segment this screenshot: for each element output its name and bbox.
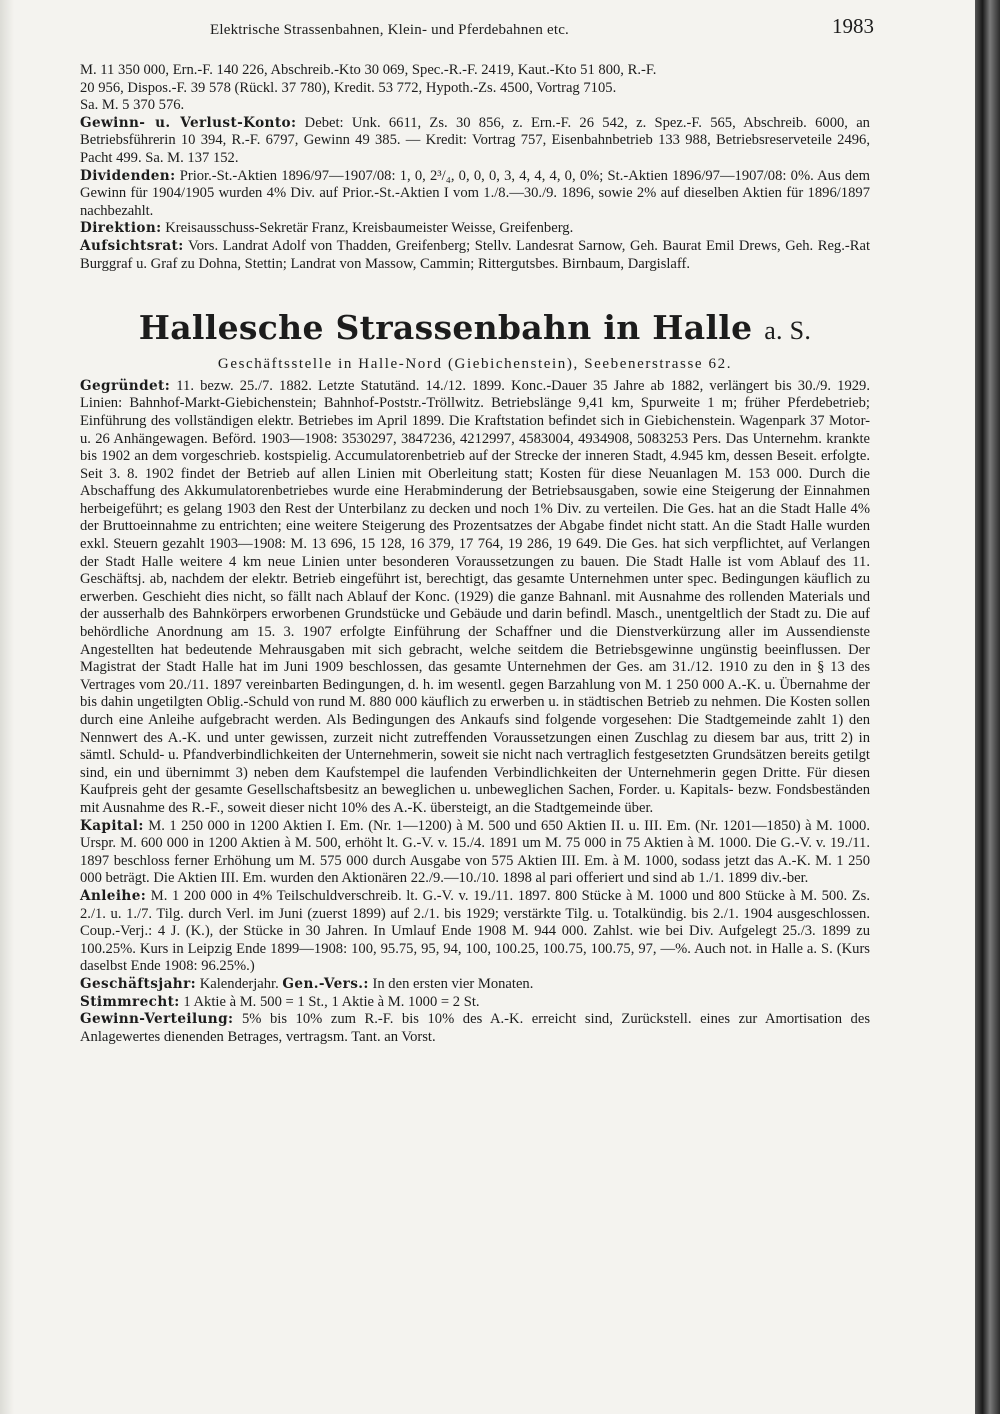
- page-gutter-shadow: [0, 0, 14, 1414]
- entry-headline: [80, 309, 870, 350]
- fiscal-year-paragraph: [80, 976, 870, 994]
- prev-profit-loss-paragraph: [80, 115, 870, 168]
- founded-paragraph: [80, 378, 870, 818]
- entry-office-address: Geschäftsstelle in Halle-Nord (Giebichenstein), Seebenerstrasse 62.: [217, 356, 733, 373]
- aufsichtsrat-text: Vors. Landrat Adolf von Thadden, Greifenberg; Stellv. Landesrat Sarnow, Geh. Baurat Emil Drews, Geh. Reg.-Rat Burggraf u. Graf zu Dohna, Stettin; Landrat von Massow, Cammin; Rittergutsbes. Birnbaum, Dargislaff.: [80, 237, 871, 272]
- loan-label: Anleihe:: [80, 887, 147, 904]
- capital-text: M. 1 250 000 in 1200 Aktien I. Em. (Nr. 1—1200) à M. 500 und 650 Aktien II. u. III. Em. (Nr. 1201—1850) à M. 1000. Urspr. M. 600 000 in 1200 Aktien à M. 500, erhöht lt. G.-V. v. 15./4. 1891 um M. 75 000 in 75 Aktien à M. 1000. Die G.-V. v. 19./11. 1897 beschloss ferner Erhöhung um M. 575 000 durch Ausgabe von 575 Aktien III. Em. à M. 1000, sodass jetzt das A.-K. M. 1 250 000 beträgt. Die Aktien III. Em. wurden den Aktionären 22./9.—10./10. 1898 al pari offeriert und sind ab 1./1. 1899 div.-ber.: [80, 817, 870, 887]
- page-content: [80, 14, 874, 1046]
- capital-paragraph: [80, 818, 870, 888]
- prev-dividends-paragraph: [80, 168, 870, 221]
- direktion-label: Direktion:: [80, 220, 162, 237]
- profit-distribution-paragraph: [80, 1011, 870, 1046]
- general-meeting-label: Gen.-Vers.:: [282, 975, 369, 992]
- loan-text: M. 1 200 000 in 4% Teilschuldverschreib. lt. G.-V. v. 19./11. 1897. 800 Stücke à M. 1000 und 800 Stücke à M. 500. Zs. 2./1. u. 1./7. Tilg. durch Verl. im Juni (zuerst 1899) auf 2./1. bis 1929; verstärkte Tilg. u. Totalkündig. bis 2./1. 1904 ausgeschlossen. Coup.-Verj.: 4 J. (K.), der Stücke in 30 Jahren. In Umlauf Ende 1908 M. 944 000. Zahlst. wie bei Div. Aufgelegt 25./3. 1899 zu 100.25%. Kurs in Leipzig Ende 1899—1908: 100, 95.75, 95, 94, 100, 100.25, 100.75, 100.75, 97, —%. Auch not. in Halle a. S. (Kurs daselbst Ende 1908: 96.25%.): [80, 887, 870, 975]
- entry-title-suffix: a. S.: [764, 316, 812, 346]
- previous-entry: [80, 62, 870, 273]
- fiscal-year-text: Kalenderjahr.: [199, 975, 279, 992]
- entry-body: [80, 378, 870, 1047]
- general-meeting-text: In den ersten vier Monaten.: [372, 975, 534, 992]
- prev-balance-line-3: Sa. M. 5 370 576.: [80, 97, 185, 114]
- voting-rights-label: Stimmrecht:: [80, 993, 180, 1010]
- page-binding-edge: [975, 0, 1000, 1414]
- dividends-label: Dividenden:: [80, 167, 176, 184]
- loan-paragraph: [80, 888, 870, 976]
- profit-distribution-text: 5% bis 10% zum R.-F. bis 10% des A.-K. erreicht sind, Zurückstell. eines zur Amortisation des Anlagewertes dienenden Betrages, vertragsm. Tant. an Vorst.: [80, 1011, 870, 1045]
- prev-balance-line-2: 20 956, Dispos.-F. 39 578 (Rückl. 37 780), Kredit. 53 772, Hypoth.-Zs. 4500, Vortrag 7105.: [80, 79, 617, 96]
- prev-direktion-paragraph: [80, 220, 870, 238]
- running-header-title: Elektrische Strassenbahnen, Klein- und Pferdebahnen etc.: [210, 22, 569, 38]
- founded-text: 11. bezw. 25./7. 1882. Letzte Statutänd. 14./12. 1899. Konc.-Dauer 35 Jahre ab 1882, verlängert bis 30./9. 1929. Linien: Bahnhof-Markt-Giebichenstein; Bahnhof-Poststr.-Tröllwitz. Betriebslänge 9,41 km, Spurweite 1 m; früher Pferdebetrieb; Einführung des vollständigen elektr. Betriebes im April 1899. Die Kraftstation befindet sich in Giebichenstein. Wagenpark 37 Motor- u. 26 Anhängewagen. Beförd. 1903—1908: 3530297, 3847236, 4212997, 4583004, 4934908, 5083253 Pers. Das Unternehm. krankte bis 1902 an dem vorgeschrieb. kostspielig. Accumulatorenbetrieb auf der Strecke der inneren Stadt, 4.945 km, dessen Beseit. erfolgte. Seit 3. 8. 1902 findet der Betrieb auf allen Linien mit Oberleitung statt; Kosten für diese Neuanlagen M. 153 000. Durch die Abschaffung des Akkumulatorenbetriebes wurde eine Herabminderung der Betriebsausgaben, sowie eine Steigerung der Einnahmen herbeigeführt; es gelang 1903 den Rest der Unterbilanz zu decken und noch 1% Div. zu verteilen. Die Ges. hat an die Stadt Halle 4% der Bruttoeinnahme zu entrichten; eine weitere Steigerung des Prozentsatzes der Abgabe findet nicht statt. An die Stadt Halle wurden exkl. Steuern gezahlt 1903—1908: M. 13 696, 15 128, 16 379, 17 764, 19 286, 19 649. Die Ges. hat sich verpflichtet, auf Verlangen der Stadt Halle weitere 4 km neue Linien unter besonderen Voraussetzungen zu bauen. Die Stadt Halle ist vom Ablauf des 11. Geschäftsj. ab, nachdem der elektr. Betrieb eingeführt ist, berechtigt, das gesamte Unternehmen unter spec. Bedingungen käuflich zu erwerben. Geschieht dies nicht, so fällt nach Ablauf der Konc. (1929) die ganze Bahnanl. mit Ausnahme des rollenden Materials und der ausserhalb des Bahnkörpers erworbenen Grundstücke und Gebäude und darin befindl. Masch., unentgeltlich der Stadt zu. Die auf behördliche Anordnung am 15. 3. 1907 erfolgte Einführung der Schaffner und die Dienstverkürzung aller im Aussendienste Angestellten hat bedeutende Mehrausgaben mit sich gebracht, welche seitdem die Betriebsgewinne ungünstig beeinflussen. Der Magistrat der Stadt Halle hat im Juni 1909 beschlossen, das gesamte Unternehmen der Ges. am 31./12. 1910 zu den in § 13 des Vertrages vom 20./11. 1897 vereinbarten Bedingungen, d. h. im wesentl. gegen Barzahlung von M. 1 250 000 A.-K. u. Übernahme der bis dahin ungetilgten Oblig.-Schuld von rund M. 880 000 käuflich zu erwerben u. in städtischen Betrieb zu nehmen. Die Kosten sollen durch eine Anleihe aufgebracht werden. Als Bedingungen des Ankaufs sind folgende vorgesehen: Die Stadtgemeinde zahlt 1) den Nennwert des A.-K. und unter gewissen, zurzeit nicht zutreffenden Voraussetzungen einen Zuschlag zu diesem bar aus, tritt 2) in sämtl. Schuld- u. Pfandverbindlichkeiten der Unternehmerin, soweit sie nicht nach vertraglich festgesetzten Grundsätzen bereits getilgt sind, ein und übernimmt 3) neben dem Kaufstempel die laufenden Verbindlichkeiten der Unternehmerin gegen Dritte. Für diesen Kaufpreis geht der gesamte Gesellschaftsbesitz an beweglichen u. unbeweglichen Sachen, Forder. u. Kapitals- bezw. Fondsbeständen mit Ausnahme des R.-F., soweit dieser nicht 10% des A.-K. übersteigt, an die Stadtgemeinde über.: [80, 377, 870, 816]
- running-header: [80, 14, 874, 48]
- profit-loss-text: Debet: Unk. 6611, Zs. 30 856, z. Ern.-F. 26 542, z. Spez.-F. 565, Abschreib. 6000, an Betriebsführerin 10 394, R.-F. 6797, Gewinn 49 385. — Kredit: Vortrag 757, Eisenbahnbetrieb 133 988, Betriebsreserveteile 2496, Pacht 499. Sa. M. 137 152.: [80, 114, 870, 166]
- fiscal-year-label: Geschäftsjahr:: [80, 975, 197, 992]
- prev-balance-line-1: M. 11 350 000, Ern.-F. 140 226, Abschreib.-Kto 30 069, Spec.-R.-F. 2419, Kaut.-Kto 51 800, R.-F.: [80, 62, 657, 78]
- profit-loss-label: Gewinn- u. Verlust-Konto:: [80, 114, 297, 131]
- founded-label: Gegründet:: [80, 377, 171, 394]
- voting-rights-text: 1 Aktie à M. 500 = 1 St., 1 Aktie à M. 1000 = 2 St.: [183, 993, 480, 1010]
- prev-aufsichtsrat-paragraph: [80, 238, 870, 273]
- voting-rights-paragraph: [80, 994, 870, 1012]
- direktion-text: Kreisausschuss-Sekretär Franz, Kreisbaumeister Weisse, Greifenberg.: [165, 220, 574, 237]
- capital-label: Kapital:: [80, 817, 144, 834]
- aufsichtsrat-label: Aufsichtsrat:: [80, 237, 184, 254]
- entry-title: Hallesche Strassenbahn in Halle: [138, 308, 753, 348]
- dividends-text: Prior.-St.-Aktien 1896/97—1907/08: 1, 0, 2³/₄, 0, 0, 0, 3, 4, 4, 4, 0, 0%; St.-Aktien 1896/97—1907/08: 0%. Aus dem Gewinn für 1904/1905 wurden 4% Div. auf Prior.-St.-Aktien I vom 1./8.—30./9. 1896, sowie 2% auf dieselben Aktien für 1896/1897 nachbezahlt.: [80, 167, 870, 219]
- profit-distribution-label: Gewinn-Verteilung:: [80, 1011, 234, 1028]
- page-number: 1983: [832, 14, 874, 38]
